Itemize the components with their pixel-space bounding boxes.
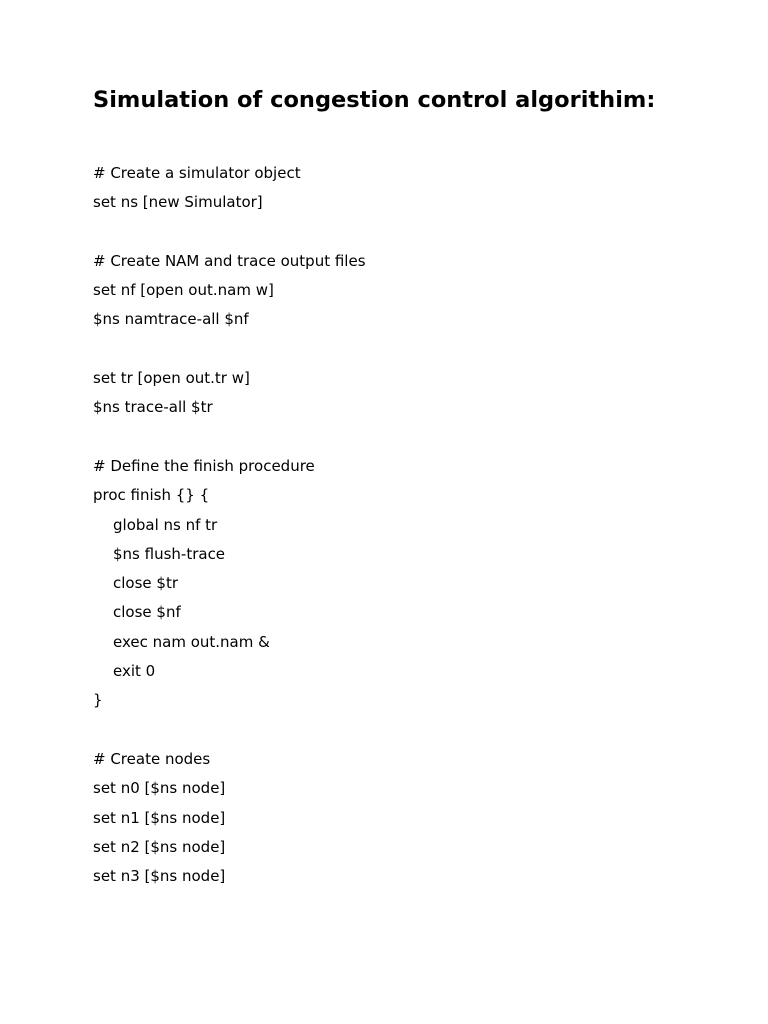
blank-line [93, 218, 733, 247]
code-line: set n3 [$ns node] [93, 867, 226, 886]
code-line: exit 0 [113, 662, 156, 681]
code-line: $ns flush-trace [113, 544, 226, 563]
page-title: Simulation of congestion control algorithim: [93, 87, 656, 113]
code-listing [93, 159, 733, 891]
blank-line [93, 335, 733, 364]
code-line: set tr [open out.tr w] [93, 369, 250, 388]
code-line: set n2 [$ns node] [93, 837, 226, 856]
code-line: # Create nodes [93, 749, 211, 768]
code-line: close $tr [113, 574, 178, 593]
code-line: set n0 [$ns node] [93, 779, 226, 798]
code-line: set n1 [$ns node] [93, 808, 226, 827]
code-line: $ns trace-all $tr [93, 398, 213, 417]
blank-line [93, 716, 733, 745]
code-line: close $nf [113, 603, 181, 622]
code-line: # Create NAM and trace output files [93, 251, 366, 270]
code-line: global ns nf tr [113, 515, 218, 534]
blank-line [93, 423, 733, 452]
code-line: set ns [new Simulator] [93, 193, 263, 212]
code-line: set nf [open out.nam w] [93, 281, 274, 300]
code-line: exec nam out.nam & [113, 632, 270, 651]
code-line: } [93, 691, 103, 710]
code-line: $ns namtrace-all $nf [93, 310, 249, 329]
code-line: # Create a simulator object [93, 164, 301, 182]
code-line: # Define the finish procedure [93, 456, 315, 475]
code-line: proc finish {} { [93, 486, 210, 505]
